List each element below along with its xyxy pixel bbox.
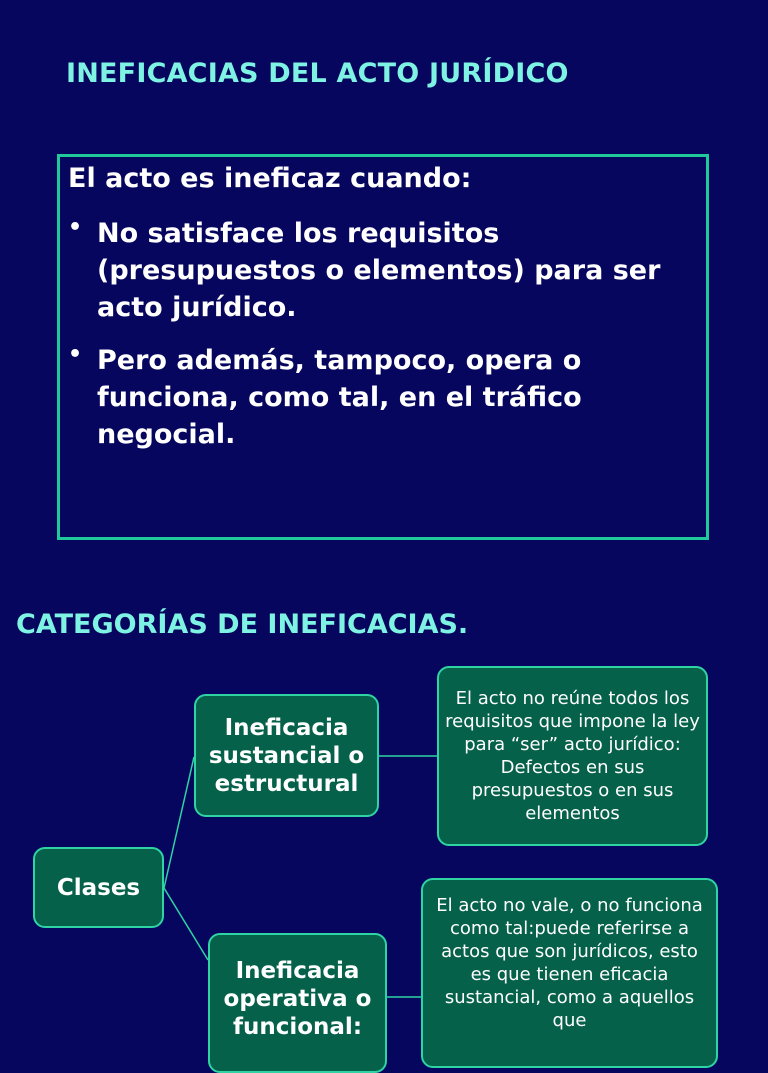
connector-root-to-sustancial — [164, 757, 194, 888]
diagram-node-operativa: Ineficacia operativa o funcional: — [208, 933, 387, 1073]
page-title: INEFICACIAS DEL ACTO JURÍDICO — [66, 58, 569, 89]
section-subtitle: CATEGORÍAS DE INEFICACIAS. — [16, 609, 469, 640]
bullet-icon: • — [68, 215, 83, 240]
diagram-root-node: Clases — [33, 847, 164, 928]
bullet-text: Pero además, tampoco, opera o funciona, como tal, en el tráfico negocial. — [97, 345, 582, 450]
diagram-desc-sustancial: El acto no reúne todos los requisitos que impone la ley para “ser” acto jurídico: Defectos en sus presupuestos o en sus elementos — [437, 666, 708, 846]
diagram-node-sustancial: Ineficacia sustancial o estructural — [194, 694, 379, 817]
bullet-icon: • — [68, 342, 83, 367]
definition-intro: El acto es ineficaz cuando: — [68, 163, 472, 194]
connector-root-to-operativa — [164, 888, 208, 960]
bullet-text: No satisface los requisitos (presupuestos o elementos) para ser acto jurídico. — [97, 218, 661, 323]
diagram-desc-operativa: El acto no vale, o no funciona como tal:puede referirse a actos que son jurídicos, esto es que tienen eficacia sustancial, como a aquellos que — [421, 878, 718, 1068]
